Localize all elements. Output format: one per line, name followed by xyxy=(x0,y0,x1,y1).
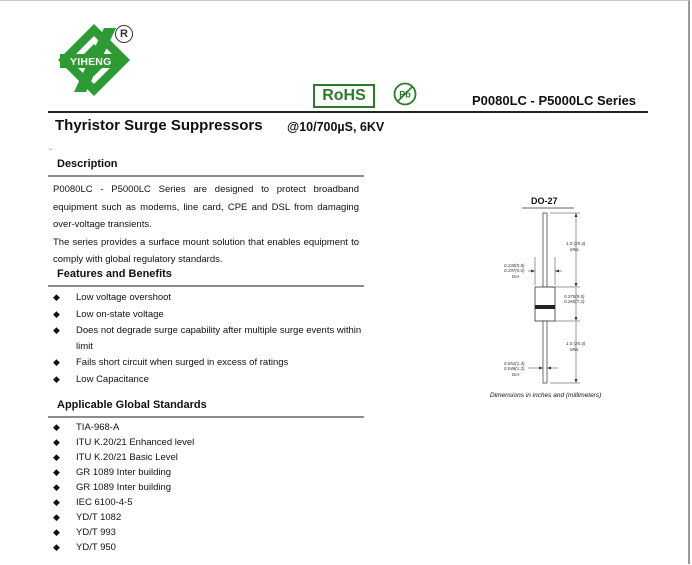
dim-lead-top-min: MIN. xyxy=(570,247,580,252)
registered-mark-icon: R xyxy=(115,25,133,43)
dim-body-len-max: 0.375(9.5) xyxy=(564,294,585,299)
standards-heading: Applicable Global Standards xyxy=(57,399,207,411)
list-item: ◆ IEC 6100-4-5 xyxy=(53,497,133,508)
dim-lead-dia-min: 0.048(1.2) xyxy=(504,366,525,371)
dim-body-dia-min: 0.197(5.0) xyxy=(504,268,525,273)
page-title: Thyristor Surge Suppressors xyxy=(55,117,263,134)
bullet-icon: ◆ xyxy=(53,308,60,319)
bullet-icon: ◆ xyxy=(53,542,60,552)
bullet-icon: ◆ xyxy=(53,527,60,537)
dimension-caption: Dimensions in inches and (millimeters) xyxy=(490,392,602,399)
bullet-icon: ◆ xyxy=(53,373,60,384)
bullet-icon: ◆ xyxy=(53,292,60,302)
standards-divider xyxy=(48,416,364,418)
list-item: ◆ YD/T 1082 xyxy=(53,512,122,523)
list-item: ◆ YD/T 993 xyxy=(53,527,116,538)
description-paragraph: P0080LC - P5000LC Series are designed to protect broadband equipment such as modems, line card, CPE and DSL from damaging over-voltage transients. xyxy=(53,184,359,230)
description-text xyxy=(53,181,359,269)
list-item: ◆ ITU K.20/21 Basic Level xyxy=(53,452,178,463)
dim-lead-dia-label: DIA xyxy=(512,372,520,377)
bullet-icon: ◆ xyxy=(53,357,60,367)
bullet-icon: ◆ xyxy=(53,497,60,507)
list-item: ◆ GR 1089 Inter building xyxy=(53,482,172,493)
list-item: ◆ Low Capacitance xyxy=(53,372,376,388)
series-label: P0080LC - P5000LC Series xyxy=(472,93,637,108)
bullet-icon: ◆ xyxy=(53,422,60,432)
features-divider xyxy=(48,285,364,287)
list-item: ◆ TIA-968-A xyxy=(53,422,120,433)
bullet-icon: ◆ xyxy=(53,437,60,447)
features-heading: Features and Benefits xyxy=(57,268,172,280)
scan-mark: ~ xyxy=(48,145,53,154)
package-name: DO-27 xyxy=(531,196,558,206)
bullet-icon: ◆ xyxy=(53,452,60,462)
list-item: ◆ Fails short circuit when surged in excess of ratings xyxy=(53,355,376,371)
features-list xyxy=(53,290,376,388)
list-item: ◆ ITU K.20/21 Enhanced level xyxy=(53,437,195,448)
dim-body-dia-max: 0.230(5.8) xyxy=(504,263,525,268)
list-item: ◆ YD/T 950 xyxy=(53,542,116,553)
description-paragraph: The series provides a surface mount solution that enables equipment to comply with global regulatory standards. xyxy=(53,236,359,265)
logo-text: YIHENG xyxy=(70,56,112,68)
dim-body-dia-label: DIA xyxy=(512,274,520,279)
header-divider xyxy=(48,111,648,113)
bullet-icon: ◆ xyxy=(53,325,60,335)
package-drawing xyxy=(480,205,620,390)
dim-lead-dia-max: 0.052(1.3) xyxy=(504,361,525,366)
dim-body-len-min: 0.285(7.2) xyxy=(564,299,585,304)
dim-lead-top: 1.0 (25.4) xyxy=(566,241,586,246)
dim-lead-bottom-min: MIN. xyxy=(570,347,580,352)
description-heading: Description xyxy=(57,158,118,170)
bullet-icon: ◆ xyxy=(53,512,60,522)
bullet-icon: ◆ xyxy=(53,482,60,492)
list-item: ◆ Does not degrade surge capability after multiple surge events within limit xyxy=(53,325,362,352)
dim-lead-bottom: 1.0 (25.4) xyxy=(566,341,586,346)
page-subtitle: @10/700µS, 6KV xyxy=(287,120,385,134)
list-item: ◆ Low voltage overshoot xyxy=(53,290,376,306)
list-item: ◆ GR 1089 Inter building xyxy=(53,467,172,478)
standards-list xyxy=(53,420,194,555)
pb-free-icon xyxy=(393,82,417,106)
rohs-badge: RoHS xyxy=(313,84,375,108)
description-divider xyxy=(48,175,364,177)
list-item: ◆ Low on-state voltage xyxy=(53,307,376,323)
bullet-icon: ◆ xyxy=(53,467,60,477)
pb-label: Pb xyxy=(399,89,411,100)
